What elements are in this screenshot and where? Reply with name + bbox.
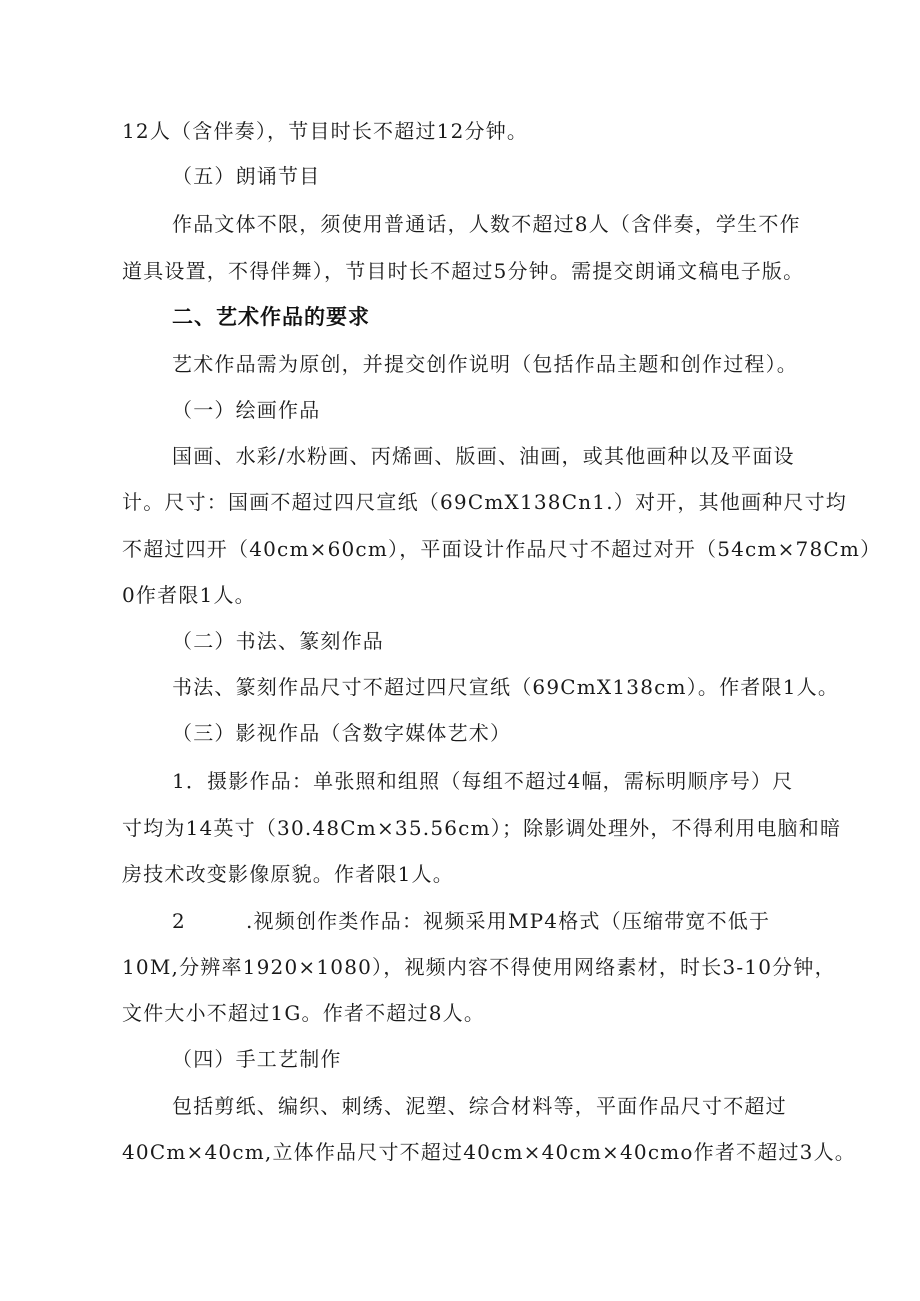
text-line: 书法、篆刻作品尺寸不超过四尺宣纸（69CmX138cm）。作者限1人。 [172,675,840,699]
text-line: 道具设置，不得伴舞），节目时长不超过5分钟。需提交朗诵文稿电子版。 [122,259,805,283]
text-line: .视频创作类作品：视频采用MP4格式（压缩带宽不低于 [246,909,771,933]
subsection-heading: （五）朗诵节目 [172,164,321,188]
text-line: 12人（含伴奏），节目时长不超过12分钟。 [122,119,529,143]
text-line: 1．摄影作品：单张照和组照（每组不超过4幅，需标明顺序号）尺 [172,769,794,793]
text-line: 寸均为14英寸（30.48Cm×35.56cm）；除影调处理外，不得利用电脑和暗 [122,816,842,840]
text-line: 文件大小不超过1G。作者不超过8人。 [122,1001,486,1025]
section-heading: 二、艺术作品的要求 [172,305,370,329]
text-line: 房技术改变影像原貌。作者限1人。 [122,862,454,886]
text-line: 10M,分辨率1920×1080），视频内容不得使用网络素材，时长3-10分钟， [122,955,836,979]
text-line: 包括剪纸、编织、刺绣、泥塑、综合材料等，平面作品尺寸不超过 [172,1094,787,1118]
subsection-heading: （三）影视作品（含数字媒体艺术） [172,721,512,745]
text-line: 0作者限1人。 [122,583,256,607]
text-line: 计。尺寸：国画不超过四尺宣纸（69CmX138Cn1.）对开，其他画种尺寸均 [122,490,847,514]
subsection-heading: （二）书法、篆刻作品 [172,629,384,653]
subsection-heading: （一）绘画作品 [172,398,321,422]
list-number: 2 [172,909,186,933]
text-line: 国画、水彩/水粉画、丙烯画、版画、油画，或其他画种以及平面设 [172,444,795,468]
text-line: 不超过四开（40cm×60cm），平面设计作品尺寸不超过对开（54cm×78Cm） [122,537,882,561]
text-line: 40Cm×40cm,立体作品尺寸不超过40cm×40cm×40cmo作者不超过3人。 [122,1140,856,1164]
subsection-heading: （四）手工艺制作 [172,1047,342,1071]
text-line: 艺术作品需为原创，并提交创作说明（包括作品主题和创作过程）。 [172,352,798,376]
text-line: 作品文体不限，须使用普通话，人数不超过8人（含伴奏，学生不作 [172,212,801,236]
